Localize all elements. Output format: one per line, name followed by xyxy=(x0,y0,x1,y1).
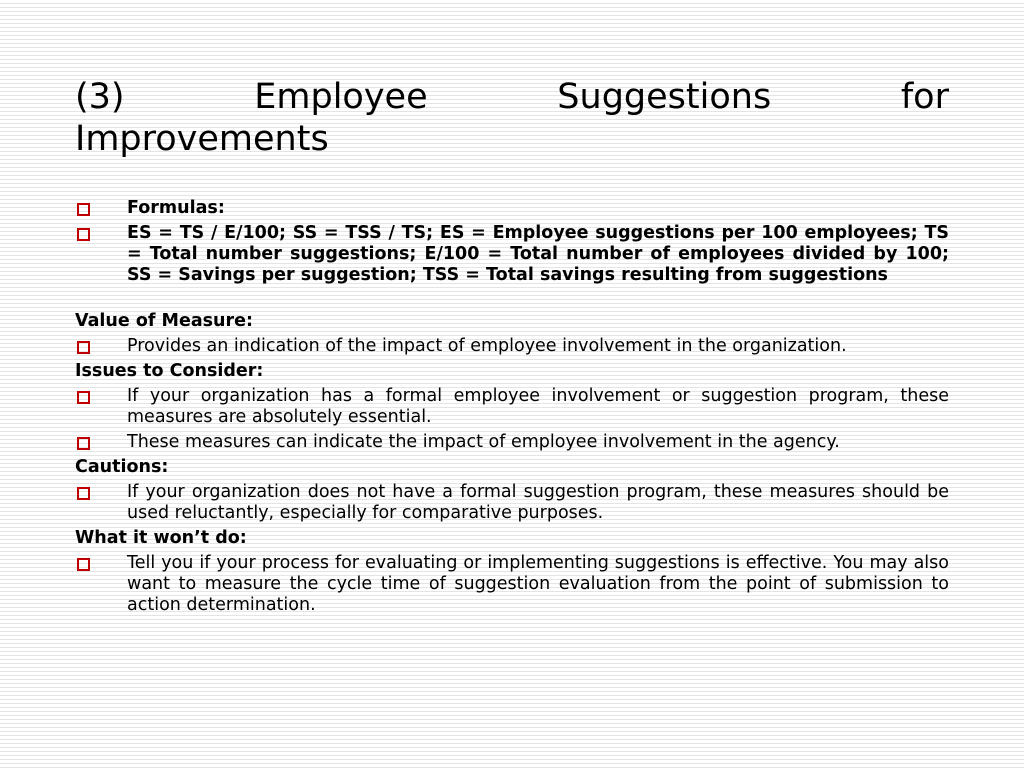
formulas-label: Formulas: xyxy=(127,198,225,218)
slide-content xyxy=(75,198,949,620)
square-bullet-icon xyxy=(77,228,90,241)
formulas-text: ES = TS / E/100; SS = TSS / TS; ES = Employee suggestions per 100 employees; TS = Total number suggestions; E/100 = Total number of employees divided by 100; SS = Savings per suggestion; TSS = Total savings resulting from suggestions xyxy=(127,223,949,285)
wont-heading: What it won’t do: xyxy=(75,528,247,548)
issues-item xyxy=(75,432,949,453)
bullet-formulas-label xyxy=(75,198,949,219)
slide-title-line-2: Improvements xyxy=(75,119,329,159)
square-bullet-icon xyxy=(77,487,90,500)
section-spacer xyxy=(75,290,949,311)
cautions-item xyxy=(75,482,949,524)
square-bullet-icon xyxy=(77,203,90,216)
value-heading: Value of Measure: xyxy=(75,311,254,331)
value-item-text: Provides an indication of the impact of employee involvement in the organization. xyxy=(127,336,847,356)
square-bullet-icon xyxy=(77,558,90,571)
slide-title-line-1: (3) Employee Suggestions for xyxy=(75,77,949,117)
wont-item xyxy=(75,553,949,616)
square-bullet-icon xyxy=(77,437,90,450)
wont-item-text: Tell you if your process for evaluating or implementing suggestions is effective. You may also want to measure the cycle time of suggestion evaluation from the point of submission to action determination. xyxy=(127,553,949,615)
square-bullet-icon xyxy=(77,391,90,404)
bullet-formulas-text xyxy=(75,223,949,286)
slide-title xyxy=(75,76,949,160)
issues-item-text: If your organization has a formal employee involvement or suggestion program, these measures are absolutely essential. xyxy=(127,386,949,427)
value-item xyxy=(75,336,949,357)
issues-item xyxy=(75,386,949,428)
issues-item-text: These measures can indicate the impact of employee involvement in the agency. xyxy=(127,432,840,452)
square-bullet-icon xyxy=(77,341,90,354)
cautions-heading: Cautions: xyxy=(75,457,169,477)
cautions-item-text: If your organization does not have a formal suggestion program, these measures should be used reluctantly, especially for comparative purposes. xyxy=(127,482,949,523)
issues-heading: Issues to Consider: xyxy=(75,361,264,381)
